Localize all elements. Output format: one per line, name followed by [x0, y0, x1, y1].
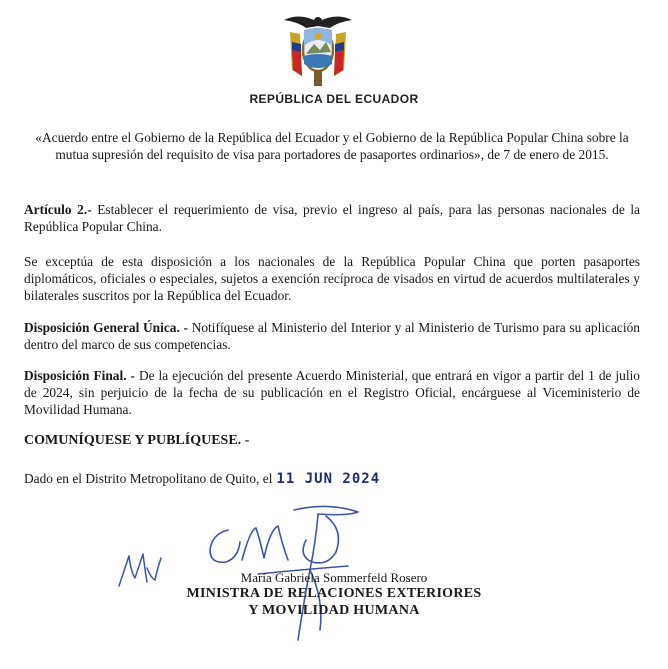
article-2-title: Artículo 2.-: [24, 202, 92, 217]
given-at-line: [24, 470, 640, 488]
signer-title-line-2: Y MOVILIDAD HUMANA: [248, 603, 420, 618]
country-heading: REPÚBLICA DEL ECUADOR: [249, 92, 419, 106]
given-at-text: Dado en el Distrito Metropolitano de Quito, el: [24, 471, 273, 486]
final-provision-text: De la ejecución del presente Acuerdo Ministerial, que entrará en vigor a partir del 1 de julio de 2024, sin perjuicio de la fecha de su publicación en el Registro Oficial, encárguese al Viceministerio de Movilidad Humana.: [24, 368, 640, 417]
date-stamp: 11 JUN 2024: [276, 471, 381, 487]
general-provision-text: Notifíquese al Ministerio del Interior y al Ministerio de Turismo para su aplicación dentro del marco de sus competencias.: [24, 320, 640, 352]
signer-title-line-1: MINISTRA DE RELACIONES EXTERIORES: [186, 586, 482, 601]
general-provision: [24, 319, 640, 353]
agreement-reference: «Acuerdo entre el Gobierno de la República del Ecuador y el Gobierno de la República Popular China sobre la mutua supresión del requisito de visa para portadores de pasaportes ordinarios», de 7 de enero de 2015.: [35, 130, 629, 162]
general-provision-title: Disposición General Única. -: [24, 320, 188, 335]
signer-name: María Gabriela Sommerfeld Rosero: [240, 570, 428, 585]
exception-paragraph: Se exceptúa de esta disposición a los nacionales de la República Popular China que porten pasaportes diplomáticos, oficiales o especiales, sujetos a exención recíproca de visados en virtud de acuerdos multilaterales y bilaterales suscritos por la República del Ecuador.: [24, 254, 640, 303]
final-provision: [24, 367, 640, 418]
article-2-text: Establecer el requerimiento de visa, previo el ingreso al país, para las personas nacionales de la República Popular China.: [24, 202, 640, 234]
article-2: [24, 201, 640, 235]
coat-of-arms-ecuador-icon: [280, 10, 356, 88]
communique-heading: COMUNÍQUESE Y PUBLÍQUESE. -: [24, 433, 250, 448]
final-provision-title: Disposición Final. -: [24, 368, 135, 383]
